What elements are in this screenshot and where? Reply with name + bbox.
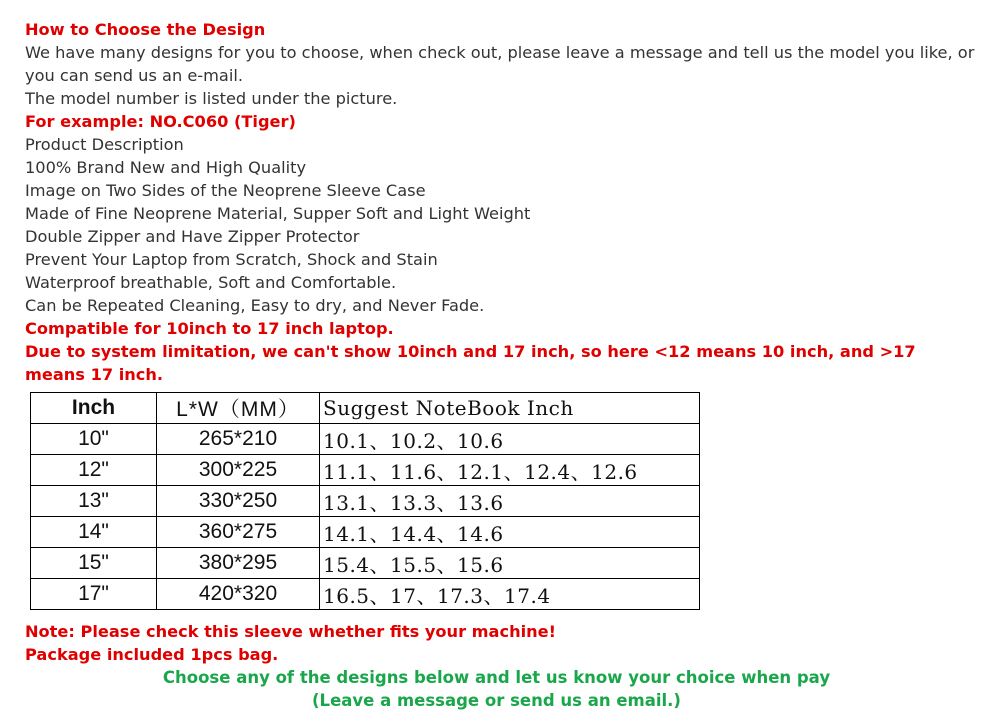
cell-size: 420*320	[157, 579, 320, 610]
cell-suggest: 13.1、13.3、13.6	[320, 486, 700, 517]
how-to-choose-heading: How to Choose the Design	[25, 20, 266, 39]
cell-size: 380*295	[157, 548, 320, 579]
feature-item: Image on Two Sides of the Neoprene Sleeve Case	[25, 181, 426, 200]
feature-item: Made of Fine Neoprene Material, Supper Soft and Light Weight	[25, 204, 531, 223]
feature-item: Waterproof breathable, Soft and Comfortable.	[25, 273, 397, 292]
feature-item: Prevent Your Laptop from Scratch, Shock and Stain	[25, 250, 438, 269]
feature-item: 100% Brand New and High Quality	[25, 158, 307, 177]
cell-inch: 12"	[31, 455, 157, 486]
cell-size: 330*250	[157, 486, 320, 517]
cell-size: 300*225	[157, 455, 320, 486]
product-description-title: Product Description	[25, 135, 184, 154]
model-number-note: The model number is listed under the picture.	[25, 89, 398, 108]
feature-item: Can be Repeated Cleaning, Easy to dry, and Never Fade.	[25, 296, 485, 315]
table-row	[31, 548, 700, 579]
table-row	[31, 455, 700, 486]
feature-item: Double Zipper and Have Zipper Protector	[25, 227, 360, 246]
contact-note: (Leave a message or send us an email.)	[312, 691, 681, 710]
table-row	[31, 424, 700, 455]
intro-message: We have many designs for you to choose, when check out, please leave a message and tell us the model you like, or you can send us an e-mail.	[25, 43, 975, 85]
size-table	[30, 392, 700, 610]
table-header-inch: Inch	[31, 393, 157, 424]
table-header-suggest: Suggest NoteBook Inch	[320, 393, 700, 424]
cell-suggest: 16.5、17、17.3、17.4	[320, 579, 700, 610]
choose-design-note: Choose any of the designs below and let us know your choice when pay	[162, 668, 831, 687]
notes-block	[25, 620, 980, 666]
table-header-row	[31, 393, 700, 424]
fit-check-note: Note: Please check this sleeve whether fits your machine!	[25, 622, 557, 641]
cell-suggest: 15.4、15.5、15.6	[320, 548, 700, 579]
example-text: For example: NO.C060 (Tiger)	[25, 112, 296, 131]
cell-suggest: 11.1、11.6、12.1、12.4、12.6	[320, 455, 700, 486]
table-header-size: L*W（MM）	[157, 393, 320, 424]
description-text-block	[25, 18, 980, 386]
compatible-note: Compatible for 10inch to 17 inch laptop.	[25, 319, 394, 338]
cell-suggest: 14.1、14.4、14.6	[320, 517, 700, 548]
cell-inch: 10"	[31, 424, 157, 455]
table-row	[31, 517, 700, 548]
cell-suggest: 10.1、10.2、10.6	[320, 424, 700, 455]
limitation-note: Due to system limitation, we can't show 10inch and 17 inch, so here <12 means 10 inch, and >17 means 17 inch.	[25, 342, 916, 384]
cell-size: 265*210	[157, 424, 320, 455]
package-note: Package included 1pcs bag.	[25, 645, 279, 664]
cell-inch: 14"	[31, 517, 157, 548]
table-row	[31, 486, 700, 517]
cell-size: 360*275	[157, 517, 320, 548]
cell-inch: 15"	[31, 548, 157, 579]
cell-inch: 17"	[31, 579, 157, 610]
table-row	[31, 579, 700, 610]
cell-inch: 13"	[31, 486, 157, 517]
